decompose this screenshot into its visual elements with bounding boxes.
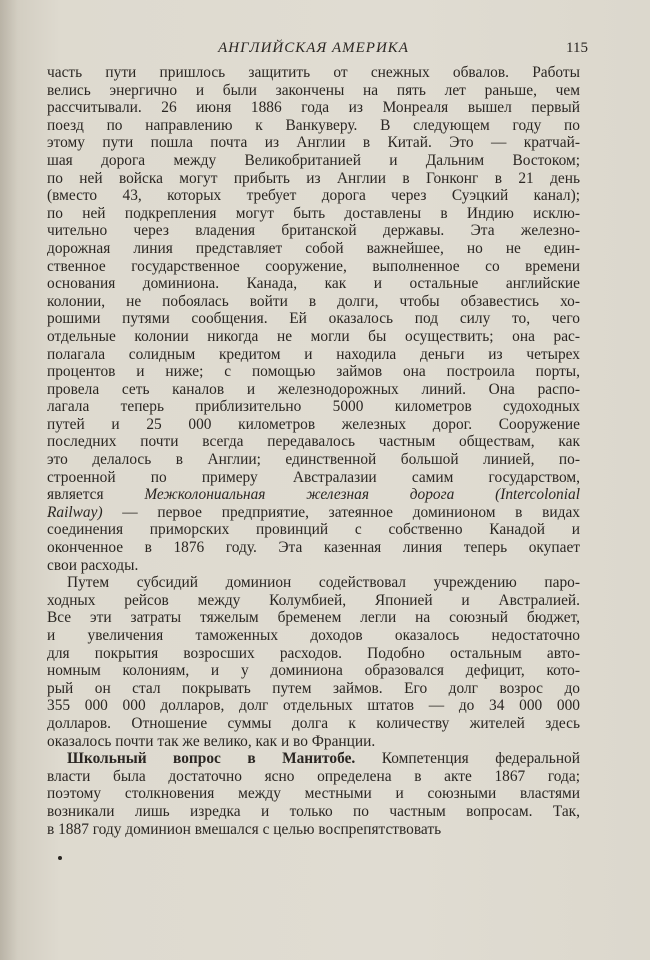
- text-line: [47, 504, 580, 522]
- text-line: [47, 346, 580, 364]
- text-line: [47, 592, 580, 610]
- text-segment: путей и 25 000 километров железных дорог. Сооружение: [47, 415, 580, 433]
- text-segment: рошими путями сообщения. Ей оказалось под силу то, чего: [47, 310, 580, 328]
- text-line: [47, 170, 580, 188]
- text-segment: это делалось в Англии; единственной большой линией, по-: [47, 451, 580, 469]
- text-segment: номным колониям, и у доминиона образовался дефицит, кото-: [47, 662, 580, 680]
- text-line: [47, 152, 580, 170]
- body-text: [47, 64, 580, 838]
- text-segment: по ней войска могут прибыть из Англии в Гонконг в 21 день: [47, 169, 580, 187]
- text-segment: шая дорога между Великобританией и Дальним Востоком;: [47, 151, 580, 169]
- page-number: 115: [566, 40, 588, 56]
- text-line: [47, 222, 580, 240]
- text-line: [47, 258, 580, 276]
- text-line: [47, 363, 580, 381]
- text-segment: провела сеть каналов и железнодорожных линий. Она распо-: [47, 380, 580, 398]
- text-line: [47, 821, 580, 839]
- text-line: [47, 574, 580, 592]
- text-line: [47, 99, 580, 117]
- text-line: [47, 539, 580, 557]
- text-line: [47, 609, 580, 627]
- text-segment: дорожная линия представляет собой важнейшее, но не един-: [47, 239, 580, 257]
- text-line: [47, 733, 580, 751]
- text-segment: этому пути пошла почта из Англии в Китай. Это — кратчай-: [47, 134, 580, 152]
- text-segment: рый он стал покрывать путем займов. Его долг возрос до: [47, 679, 580, 697]
- text-segment: возникали лишь изредка и только по частным вопросам. Так,: [47, 802, 580, 820]
- text-segment: процентов и ниже; с помощью займов она построила порты,: [47, 363, 580, 381]
- italic-text: Межколониальная железная дорога (Intercolonial: [144, 486, 580, 504]
- text-line: [47, 662, 580, 680]
- text-line: [47, 117, 580, 135]
- text-segment: оконченное в 1876 году. Эта казенная линия теперь окупает: [47, 539, 580, 557]
- text-line: [47, 134, 580, 152]
- page-header: [47, 40, 588, 60]
- text-line: [47, 557, 580, 575]
- text-line: [47, 240, 580, 258]
- text-line: [47, 328, 580, 346]
- text-line: [47, 416, 580, 434]
- text-line: [47, 521, 580, 539]
- text-line: [47, 715, 580, 733]
- text-segment: колонии, не побоялась войти в долги, чтобы обзавестись хо-: [47, 292, 580, 310]
- text-segment: полагала солидным кредитом и находила деньги из четырех: [47, 345, 580, 363]
- text-line: [47, 697, 580, 715]
- text-line: [47, 785, 580, 803]
- text-segment: строенной по примеру Австралазии самим государством,: [47, 468, 580, 486]
- text-line: [47, 768, 580, 786]
- text-segment: велись энергично и были закончены на пять лет раньше, чем: [47, 81, 580, 99]
- text-line: [47, 433, 580, 451]
- text-segment: соединения приморских провинций с собственно Канадой и: [47, 521, 580, 539]
- text-segment: власти была достаточно ясно определена в акте 1867 года;: [47, 767, 580, 785]
- text-line: [47, 187, 580, 205]
- text-segment: для покрытия возросших расходов. Подобно остальным авто-: [47, 644, 580, 662]
- text-segment: часть пути пришлось защитить от снежных обвалов. Работы: [47, 64, 580, 81]
- text-line: [47, 64, 580, 82]
- text-line: [47, 750, 580, 768]
- text-segment: является: [47, 486, 145, 504]
- text-segment: отдельные колонии никогда не могли бы осуществить; она рас-: [47, 327, 580, 345]
- text-line: [47, 82, 580, 100]
- text-segment: Компетенция федеральной: [355, 750, 580, 768]
- text-line: [47, 205, 580, 223]
- text-line: [47, 469, 580, 487]
- italic-text: Railway): [47, 503, 103, 521]
- text-segment: поезд по направлению к Ванкуверу. В следующем году по: [47, 116, 580, 134]
- text-line: [47, 486, 580, 504]
- text-line: [47, 803, 580, 821]
- text-line: [47, 381, 580, 399]
- text-segment: свои расходы.: [47, 556, 139, 574]
- text-segment: 355 000 000 долларов, долг отдельных штатов — до 34 000 000: [47, 697, 580, 715]
- text-segment: основания доминиона. Канада, как и остальные английские: [47, 275, 580, 293]
- text-line: [47, 680, 580, 698]
- text-segment: чительно через владения британской державы. Эта железно-: [47, 222, 580, 240]
- text-segment: Все эти затраты тяжелым бременем легли на союзный бюджет,: [47, 609, 580, 627]
- text-line: [47, 398, 580, 416]
- text-segment: по ней подкрепления могут быть доставлены в Индию исклю-: [47, 204, 580, 222]
- text-line: [47, 645, 580, 663]
- paragraph: [47, 750, 580, 838]
- text-segment: лагала теперь приблизительно 5000 километров судоходных: [47, 398, 580, 416]
- text-segment: — первое предприятие, затеянное доминионом в видах: [102, 503, 580, 521]
- text-segment: (вместо 43, которых требует дорога через Суэцкий канал);: [47, 187, 580, 205]
- paragraph: [47, 574, 580, 750]
- paragraph: [47, 64, 580, 574]
- text-segment: долларов. Отношение суммы долга к количеству жителей здесь: [47, 714, 580, 732]
- ink-speck: [58, 856, 62, 860]
- text-line: [47, 293, 580, 311]
- text-segment: в 1887 году доминион вмешался с целью воспрепятствовать: [47, 820, 442, 838]
- text-segment: и увеличения таможенных доходов оказалось недостаточно: [47, 627, 580, 644]
- text-segment: оказалось почти так же велико, как и во Франции.: [47, 732, 376, 750]
- running-title: АНГЛИЙСКАЯ АМЕРИКА: [218, 40, 409, 56]
- text-segment: последних почти всегда передавалось частным обществам, как: [47, 433, 580, 451]
- text-segment: поэтому столкновения между местными и союзными властями: [47, 785, 580, 803]
- text-segment: ственное государственное сооружение, выполненное со времени: [47, 257, 580, 275]
- text-segment: рассчитывали. 26 июня 1886 года из Монреаля вышел первый: [47, 99, 580, 117]
- text-line: [47, 275, 580, 293]
- text-segment: ходных рейсов между Колумбией, Японией и Австралией.: [47, 591, 580, 609]
- text-line: [47, 310, 580, 328]
- text-line: [47, 627, 580, 645]
- text-line: [47, 451, 580, 469]
- text-segment: Путем субсидий доминион содействовал учреждению паро-: [67, 574, 580, 592]
- bold-heading: Школьный вопрос в Манитобе.: [67, 750, 356, 768]
